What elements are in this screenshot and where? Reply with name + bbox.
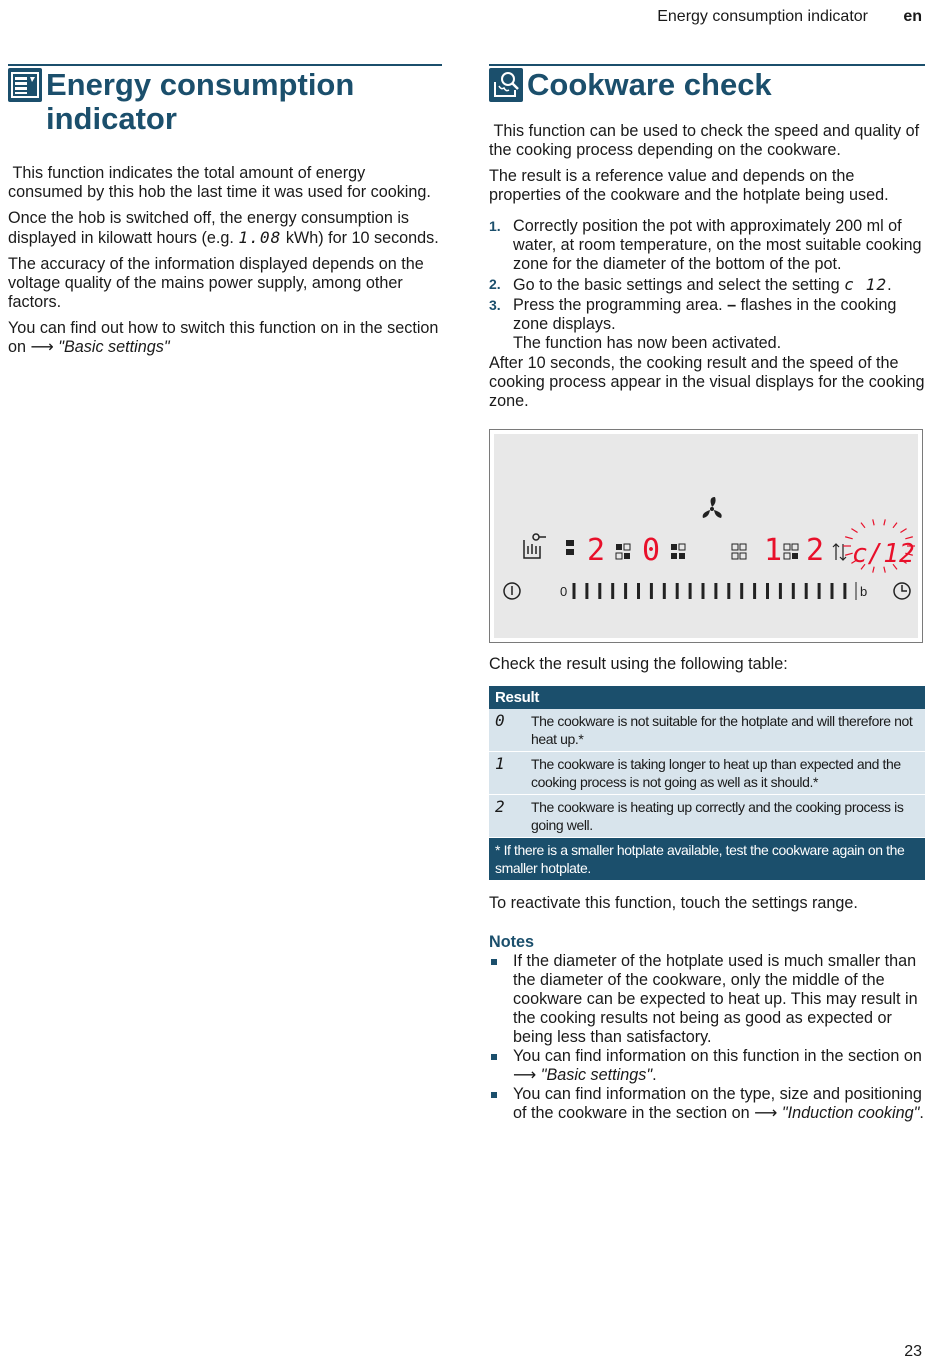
- step-text: flashes in the cooking zone displays.: [513, 296, 897, 333]
- steps-list: [489, 217, 925, 353]
- zone-display-digit: 2: [806, 533, 825, 568]
- reactivate-text: To reactivate this function, touch the settings range.: [489, 894, 858, 912]
- result-table-header: Result: [489, 686, 925, 709]
- cookware-heading: [489, 66, 925, 102]
- cookware-p1-text: This function can be used to check the speed and quality of the cooking process depending on the cookware.: [489, 122, 920, 159]
- result-table: [489, 686, 925, 880]
- arrow-right-icon: ⟶: [513, 1066, 537, 1084]
- cookware-paragraph-1: [489, 122, 925, 160]
- flashing-setting-display: c/12: [852, 539, 915, 569]
- cookware-section: [489, 64, 925, 1123]
- energy-p2-text-a: Once the hob is switched off, the energy consumption is displayed in kilowatt hours (e.g.: [8, 209, 410, 247]
- power-icon: [504, 583, 520, 599]
- flash-ray: [851, 529, 857, 533]
- energy-title-line2: indicator: [46, 101, 177, 136]
- basic-settings-link[interactable]: "Basic settings": [540, 1066, 653, 1084]
- zone-indicator-icon: [566, 540, 574, 555]
- energy-title: [46, 68, 442, 136]
- result-description: The cookware is heating up correctly and the cooking process is going well.: [525, 795, 925, 838]
- table-footnote: [489, 838, 925, 881]
- result-symbol: 0: [489, 709, 525, 752]
- flash-ray: [861, 523, 865, 528]
- step-number: 1.: [489, 218, 501, 234]
- energy-p1-text: This function indicates the total amount of energy consumed by this hob the last time it was used for cooking.: [8, 164, 431, 201]
- page-header: [0, 8, 950, 30]
- step-item: [489, 275, 925, 295]
- energy-p4-text: You can find out how to switch this function on in the section on: [8, 319, 439, 356]
- table-row: [489, 795, 925, 838]
- note-punct: .: [919, 1104, 924, 1122]
- bullet-square-icon: [491, 1092, 497, 1098]
- notes-heading: Notes: [489, 933, 534, 951]
- note-text: If the diameter of the hotplate used is much smaller than the diameter of the cookware, only the middle of the cookware can be expected to heat up. This may result in the cooking results not being as good as expected or being less than satisfactory.: [513, 952, 918, 1046]
- fan-icon: [703, 497, 722, 518]
- energy-title-line1: Energy consumption: [46, 67, 355, 102]
- control-panel-diagram: [489, 429, 923, 643]
- header-title: Energy consumption indicator: [657, 8, 868, 25]
- step-number: 2.: [489, 276, 501, 292]
- cookware-paragraph-2: The result is a reference value and depends on the properties of the cookware and the hotplate being used.: [489, 167, 889, 204]
- flash-ray: [893, 523, 897, 528]
- control-panel-surface: [494, 434, 918, 638]
- header-language: en: [903, 8, 922, 25]
- setting-display: c 12: [844, 275, 888, 294]
- scale-end-label: b: [860, 584, 868, 599]
- zone-indicator-icon: [784, 544, 798, 559]
- table-row: [489, 709, 925, 752]
- flash-ray: [900, 529, 906, 533]
- flash-ray: [884, 519, 885, 525]
- energy-paragraph-2: [8, 209, 442, 248]
- zone-display-digit: 2: [587, 533, 606, 568]
- step-text: Correctly position the pot with approximately 200 ml of water, at room temperature, on the most suitable cooking zone for the diameter of the bottom of the pot.: [513, 217, 922, 273]
- step-result: The function has now been activated.: [513, 334, 782, 352]
- power-level-scale: [574, 583, 845, 599]
- result-description: The cookware is taking longer to heat up than expected and the cooking process is not going as well as it should.*: [525, 752, 925, 795]
- zone-indicator-icon: [671, 544, 685, 559]
- footnote-star: *: [495, 842, 501, 858]
- notes-list: [489, 952, 925, 1123]
- energy-paragraph-4: [8, 319, 442, 357]
- basic-settings-link[interactable]: "Basic settings": [58, 338, 170, 356]
- bullet-square-icon: [491, 1054, 497, 1060]
- energy-paragraph-1: [8, 164, 442, 202]
- cookware-title: Cookware check: [527, 67, 772, 102]
- note-item: [489, 952, 925, 1047]
- page-number: 23: [904, 1343, 922, 1360]
- step-text: Go to the basic settings and select the setting: [513, 276, 840, 294]
- dash-display: –: [727, 296, 737, 314]
- check-result-text: Check the result using the following table:: [489, 655, 788, 673]
- step-item: [489, 296, 925, 353]
- energy-paragraph-3: The accuracy of the information displayed depends on the voltage quality of the mains power supply, among other factors.: [8, 255, 424, 311]
- energy-section: [8, 64, 442, 364]
- zone-indicator-icon: [616, 544, 630, 559]
- scale-start-label: 0: [560, 584, 568, 599]
- step-item: [489, 217, 925, 274]
- result-description: The cookware is not suitable for the hotplate and will therefore not heat up.*: [525, 709, 925, 752]
- energy-heading: [8, 66, 442, 136]
- arrow-right-icon: ⟶: [754, 1104, 778, 1122]
- timer-icon: [894, 583, 910, 599]
- zone-display-digit: 1: [764, 533, 783, 568]
- note-text: You can find information on the type, size and positioning of the cookware in the section on: [513, 1085, 922, 1122]
- flash-ray: [873, 519, 874, 525]
- result-symbol: 1: [489, 752, 525, 795]
- hand-touch-icon: [524, 534, 546, 558]
- cookware-check-icon: [489, 68, 523, 102]
- zone-display-digit: 0: [642, 533, 661, 568]
- zone-indicator-icon: [732, 544, 746, 559]
- energy-p2-text-b: kWh) for 10 seconds.: [285, 229, 439, 247]
- induction-cooking-link[interactable]: "Induction cooking": [781, 1104, 920, 1122]
- step-punct: .: [887, 276, 892, 294]
- step-number: 3.: [489, 297, 501, 313]
- footnote-text: If there is a smaller hotplate available, test the cookware again on the smaller hotplate.: [495, 842, 905, 876]
- energy-example-display: 1.08: [238, 228, 282, 247]
- result-symbol: 2: [489, 795, 525, 838]
- table-row: [489, 752, 925, 795]
- energy-meter-icon: [8, 68, 42, 102]
- note-text: You can find information on this function in the section on: [513, 1047, 922, 1065]
- cookware-paragraph-3: After 10 seconds, the cooking result and the speed of the cooking process appear in the visual displays for the cooking zone.: [489, 354, 925, 410]
- note-item: [489, 1085, 925, 1123]
- note-item: [489, 1047, 925, 1085]
- note-punct: .: [652, 1066, 657, 1084]
- table-footnote-row: [489, 838, 925, 881]
- arrow-right-icon: ⟶: [30, 338, 54, 356]
- step-text: Press the programming area.: [513, 296, 723, 314]
- bullet-square-icon: [491, 959, 497, 965]
- control-panel-drawing: [494, 434, 918, 638]
